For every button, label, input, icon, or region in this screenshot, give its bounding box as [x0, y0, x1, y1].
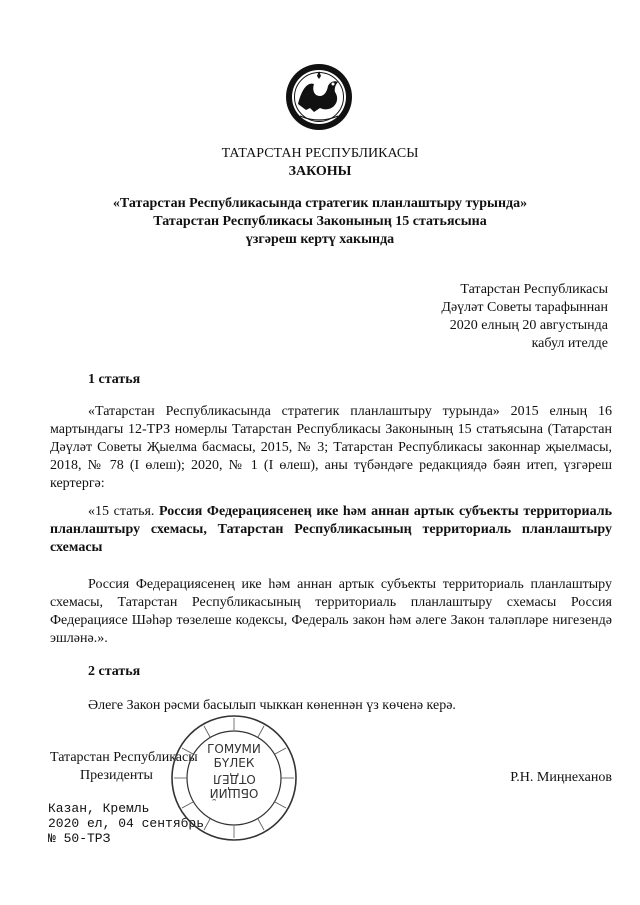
- article1-heading: 1 статья: [88, 372, 141, 387]
- article1-body-block: [50, 576, 612, 648]
- footer-number: № 50-ТРЗ: [48, 831, 111, 846]
- adoption-line3: 2020 елның 20 августында: [449, 318, 608, 333]
- adoption-line1: Татарстан Республикасы: [460, 282, 608, 297]
- adoption-block: [380, 281, 608, 353]
- signature-name: Р.Н. Миңнеханов: [510, 770, 612, 785]
- signature-role-line2: Президенты: [80, 768, 153, 783]
- article1-paragraph-block: [50, 403, 612, 493]
- stamp-line4: ОТДЕЛ: [212, 772, 256, 786]
- article2-paragraph-block: [50, 697, 612, 715]
- adoption-line4: кабул ителде: [531, 336, 608, 351]
- title-line2: Татарстан Республикасы Законының 15 статьясына: [153, 214, 487, 229]
- coat-of-arms-icon: [284, 62, 354, 132]
- stamp-line3: ОБЩИЙ: [209, 786, 259, 800]
- article1-quote: [50, 503, 612, 557]
- article1-quote-body: Россия Федерациясенең ике һәм аннан артык субъекты территориаль планлаштыру схемасы, Татарстан Республикасының территориаль планлаштыру схемасы Россия Федерациясе Шәһәр төзелеше кодексы, Федераль закон һәм әлеге Закон таләпләре нигезендә эшләнә.».: [50, 577, 612, 646]
- footer-place: Казан, Кремль: [48, 801, 150, 816]
- stamp-line2: БҮЛЕК: [213, 756, 255, 770]
- header-republic: ТАТАРСТАН РЕСПУБЛИКАСЫ: [221, 146, 419, 161]
- quote-bold: Россия Федерациясенең ике һәм аннан артык субъекты территориаль планлаштыру схемасы, Татарстан Республикасының территориаль планлаштыру схемасы: [50, 504, 613, 555]
- title-line3: үзгәреш кертү хакында: [245, 232, 395, 247]
- title-line1: «Татарстан Республикасында стратегик планлаштыру турында»: [112, 196, 528, 211]
- office-stamp: [168, 712, 300, 844]
- adoption-line2: Дәүләт Советы тарафыннан: [441, 300, 608, 315]
- stamp-text: [168, 742, 300, 800]
- signature-role-line1: Татарстан Республикасы: [50, 750, 198, 765]
- article1-paragraph: «Татарстан Республикасында стратегик планлаштыру турында» 2015 елның 16 мартындагы 12-ТРЗ номерлы Татарстан Республикасы Законының 15 статьясына (Татарстан Дәүләт Советы Җыелма басмасы, 2015, № 3; Татарстан Республикасы законнар җыелмасы, 2018, № 78 (I өлеш); 2020, № 1 (I өлеш), аны түбәндәге редакциядә бәян итеп, үзгәреш кертергә:: [50, 404, 612, 491]
- article1-quote-block: [50, 503, 612, 557]
- footer-date: 2020 ел, 04 сентябрь: [48, 816, 205, 831]
- quote-prefix: «15 статья.: [88, 504, 160, 519]
- article2-paragraph: Әлеге Закон рәсми басылып чыккан көненнән үз көченә керә.: [88, 698, 456, 713]
- article2-heading: 2 статья: [88, 664, 141, 679]
- header-law: ЗАКОНЫ: [288, 164, 352, 179]
- stamp-line1: ГОМУМИ: [207, 742, 261, 756]
